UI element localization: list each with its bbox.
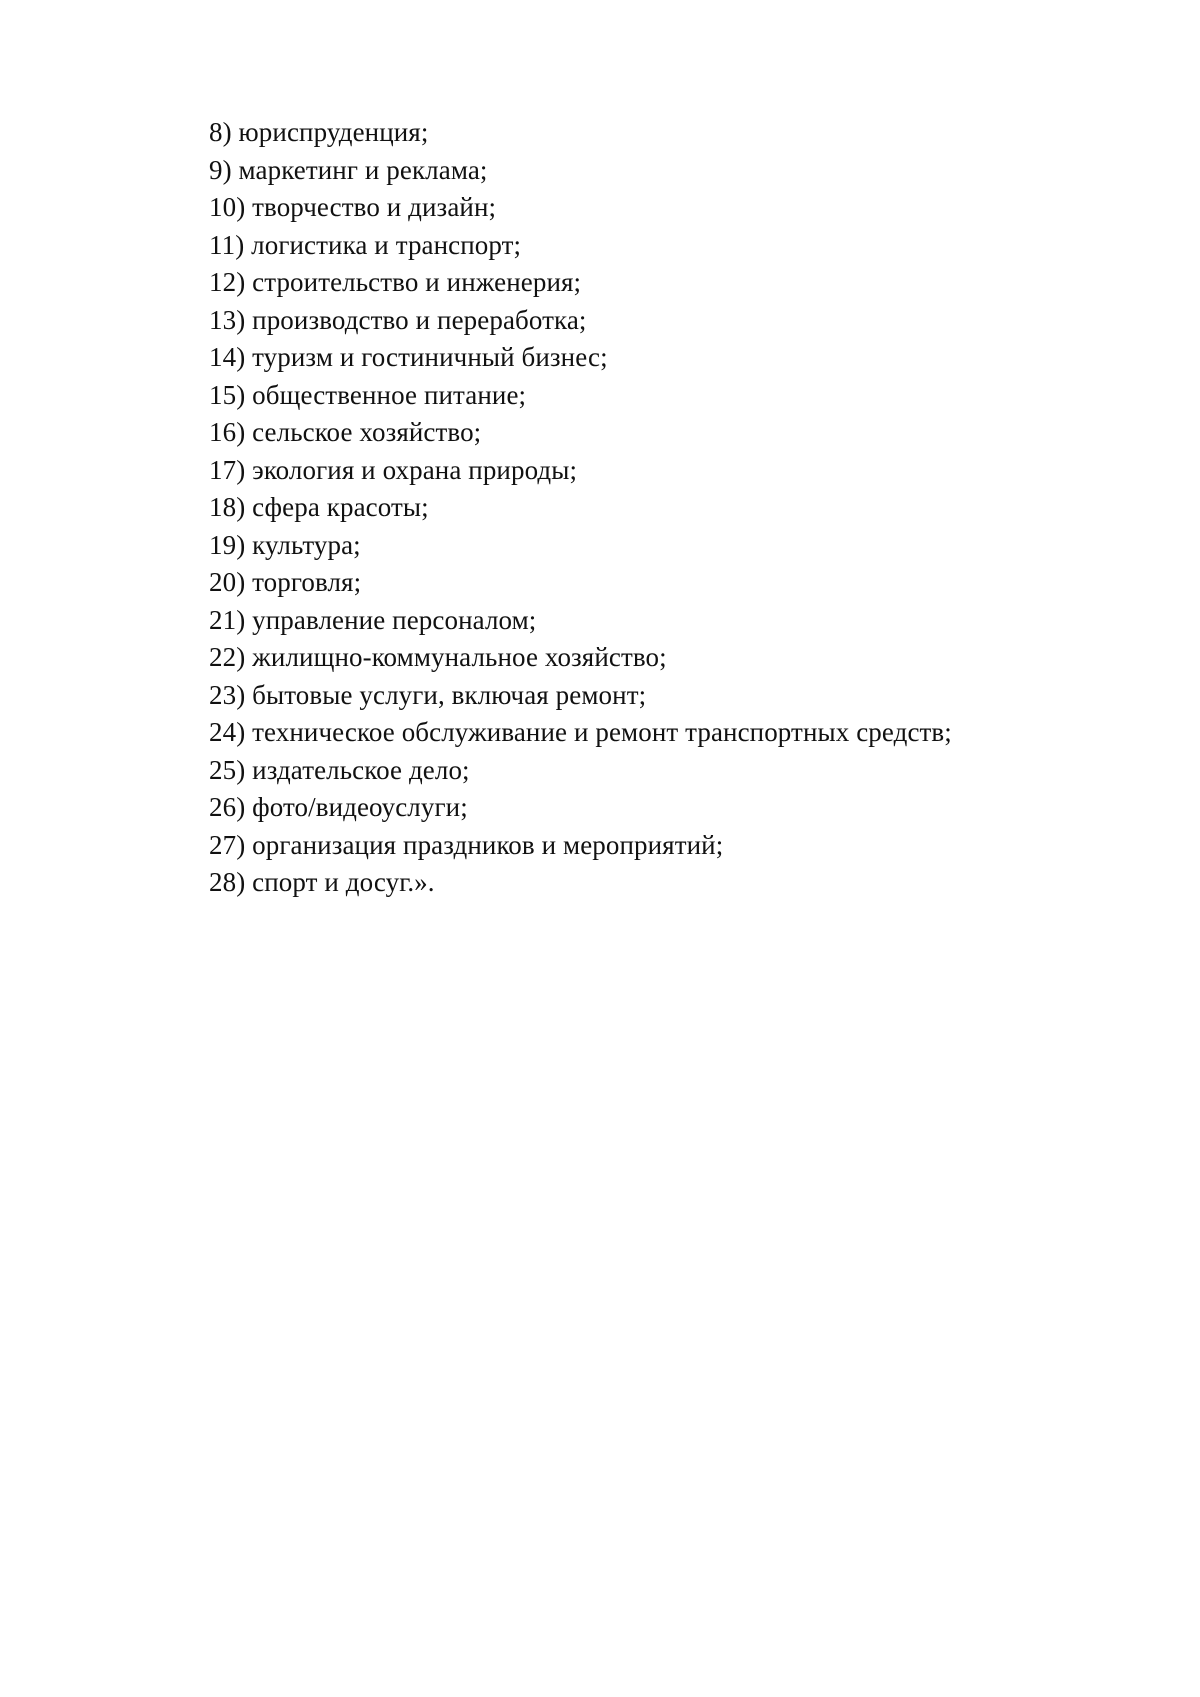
list-item: 23) бытовые услуги, включая ремонт; bbox=[209, 679, 647, 710]
list-item: 22) жилищно-коммунальное хозяйство; bbox=[209, 642, 667, 672]
list-item: 10) творчество и дизайн; bbox=[209, 192, 497, 222]
list-item: 13) производство и переработка; bbox=[209, 304, 587, 335]
list-item: 20) торговля; bbox=[209, 567, 362, 597]
list-item: 24) техническое обслуживание и ремонт транспортных средств; bbox=[209, 717, 952, 747]
list-item: 25) издательское дело; bbox=[209, 754, 470, 785]
list-item: 18) сфера красоты; bbox=[209, 492, 429, 522]
list-item: 12) строительство и инженерия; bbox=[209, 267, 582, 297]
list-item: 28) спорт и досуг.». bbox=[209, 867, 435, 897]
list-item: 11) логистика и транспорт; bbox=[209, 229, 522, 260]
list-item: 27) организация праздников и мероприятий; bbox=[209, 829, 724, 860]
list-item: 26) фото/видеоуслуги; bbox=[209, 792, 468, 822]
list-item: 15) общественное питание; bbox=[209, 379, 527, 410]
list-item: 8) юриспруденция; bbox=[209, 117, 429, 147]
list-item: 19) культура; bbox=[209, 529, 361, 560]
document-list bbox=[209, 114, 952, 902]
list-item: 17) экология и охрана природы; bbox=[209, 454, 578, 485]
list-item: 9) маркетинг и реклама; bbox=[209, 154, 488, 185]
list-item: 16) сельское хозяйство; bbox=[209, 417, 482, 447]
list-item: 14) туризм и гостиничный бизнес; bbox=[209, 342, 608, 372]
list-item: 21) управление персоналом; bbox=[209, 604, 537, 635]
